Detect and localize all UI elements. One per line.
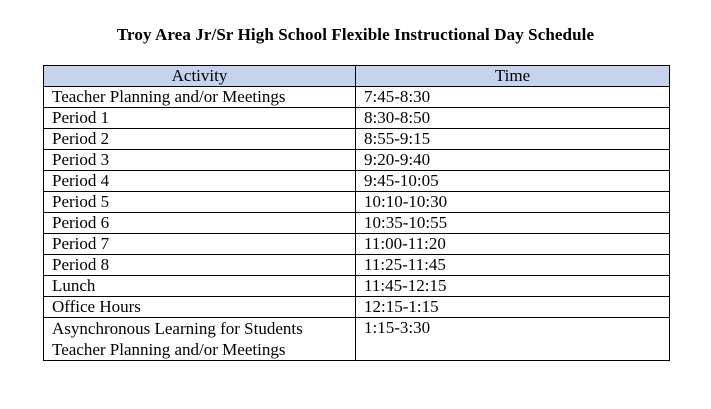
table-row [44,129,670,150]
time-cell: 8:55-9:15 [356,129,670,150]
table-row [44,234,670,255]
table-row [44,318,670,361]
time-cell: 10:35-10:55 [356,213,670,234]
activity-cell: Period 1 [44,108,356,129]
table-row [44,192,670,213]
table-row [44,276,670,297]
column-header-time: Time [356,66,670,87]
table-row [44,255,670,276]
activity-cell: Lunch [44,276,356,297]
activity-cell: Period 4 [44,171,356,192]
table-row [44,150,670,171]
table-row [44,87,670,108]
table-row [44,297,670,318]
activity-cell: Teacher Planning and/or Meetings [44,87,356,108]
activity-cell: Period 8 [44,255,356,276]
activity-cell: Period 5 [44,192,356,213]
time-cell: 11:45-12:15 [356,276,670,297]
table-row [44,108,670,129]
time-cell: 1:15-3:30 [356,318,670,361]
activity-cell: Period 2 [44,129,356,150]
activity-line: Teacher Planning and/or Meetings [52,340,286,359]
column-header-activity: Activity [44,66,356,87]
activity-cell: Period 7 [44,234,356,255]
table-row [44,213,670,234]
time-cell: 10:10-10:30 [356,192,670,213]
time-cell: 7:45-8:30 [356,87,670,108]
schedule-table [43,65,670,361]
activity-line: Asynchronous Learning for Students [52,319,303,338]
time-cell: 12:15-1:15 [356,297,670,318]
activity-cell: Office Hours [44,297,356,318]
activity-cell: Period 6 [44,213,356,234]
document-title: Troy Area Jr/Sr High School Flexible Instructional Day Schedule [116,25,595,44]
activity-cell [44,318,356,361]
table-row [44,171,670,192]
time-cell: 9:20-9:40 [356,150,670,171]
time-cell: 11:00-11:20 [356,234,670,255]
time-cell: 11:25-11:45 [356,255,670,276]
table-header-row [44,66,670,87]
activity-cell: Period 3 [44,150,356,171]
time-cell: 9:45-10:05 [356,171,670,192]
time-cell: 8:30-8:50 [356,108,670,129]
